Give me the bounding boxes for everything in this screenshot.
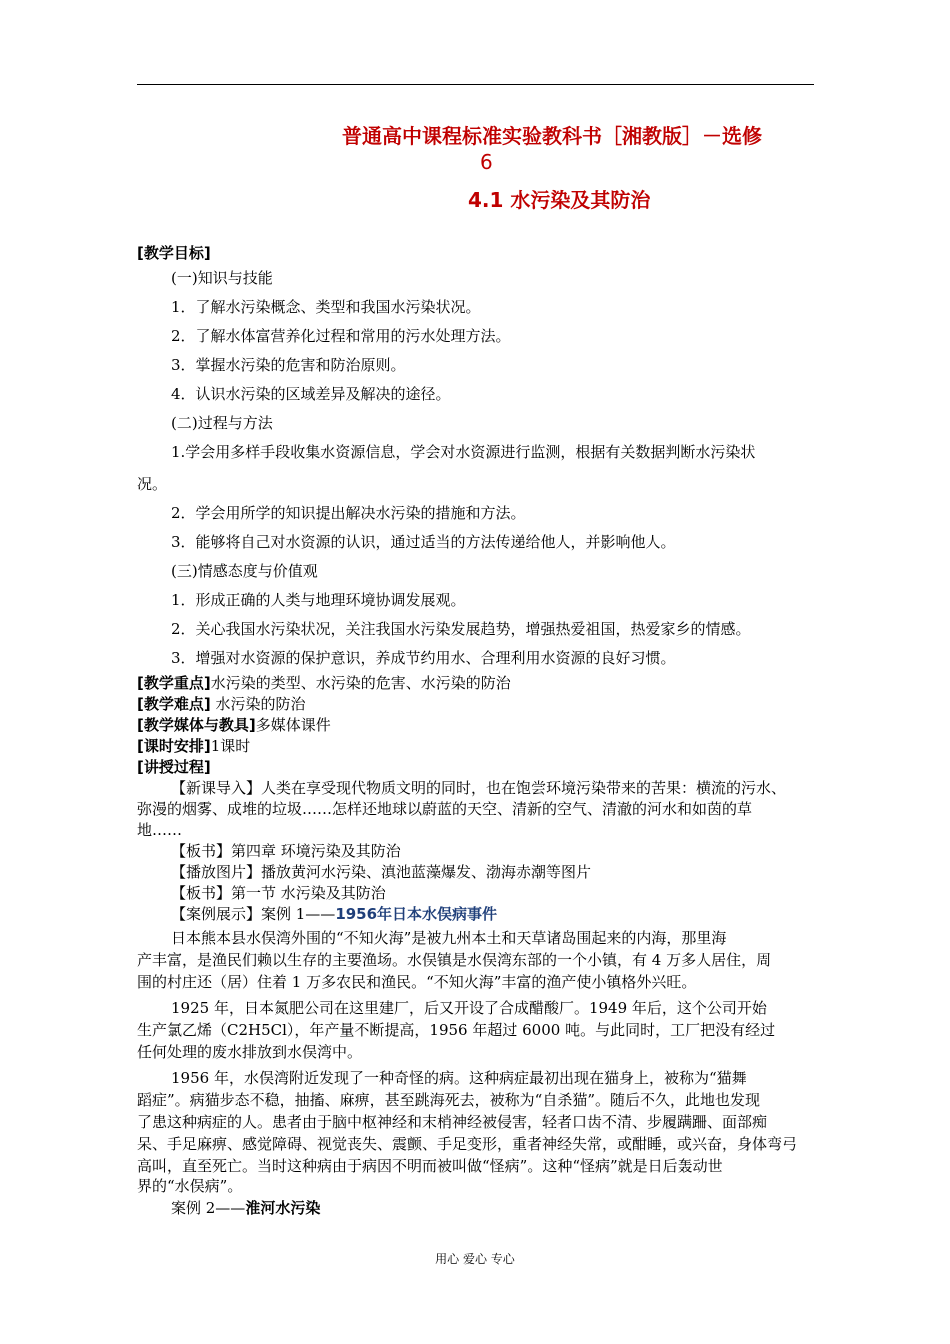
difficult-points-label: [教学难点]: [137, 695, 211, 713]
objective-item: 2．了解水体富营养化过程和常用的污水处理方法。: [171, 327, 511, 345]
intro-line: 弥漫的烟雾、成堆的垃圾……怎样还地球以蔚蓝的天空、清新的空气、清澈的河水和如茵的草: [137, 800, 753, 818]
teaching-media-label: [教学媒体与教具]: [137, 716, 256, 734]
objectives-heading: [教学目标]: [137, 244, 211, 262]
teaching-media: [137, 715, 331, 735]
case-1-title: 1956年日本水俣病事件: [335, 905, 498, 923]
key-points-label: [教学重点]: [137, 674, 211, 692]
case-1-paragraph: 界的“水俣病”。: [137, 1177, 243, 1195]
teaching-media-text: 多媒体课件: [255, 716, 331, 734]
case-2-prefix: 案例 2——: [171, 1199, 246, 1217]
case-1-paragraph: 蹈症”。病猫步态不稳，抽搐、麻痹，甚至跳海死去，被称为“自杀猫”。随后不久，此地也发现: [137, 1091, 761, 1109]
case-1-paragraph: 任何处理的废水排放到水俣湾中。: [137, 1043, 363, 1061]
intro-line: 【新课导入】人类在享受现代物质文明的同时，也在饱尝环境污染带来的苦果：横流的污水、: [171, 779, 787, 797]
objective-item: 2．关心我国水污染状况，关注我国水污染发展趋势，增强热爱祖国，热爱家乡的情感。: [171, 620, 751, 638]
case-1-paragraph: 1925 年，日本氮肥公司在这里建厂，后又开设了合成醋酸厂。1949 年后，这个公司开始: [171, 999, 767, 1017]
case-1-paragraph: 高叫，直至死亡。当时这种病由于病因不明而被叫做“怪病”。这种“怪病”就是日后轰动世: [137, 1157, 723, 1175]
case-1-paragraph: 了患这种病症的人。患者由于脑中枢神经和末梢神经被侵害，轻者口齿不清、步履蹒跚、面部痴: [137, 1113, 768, 1131]
key-points-text: 水污染的类型、水污染的危害、水污染的防治: [210, 674, 511, 692]
difficult-points: [137, 694, 306, 714]
key-points: [137, 673, 511, 693]
page-footer: 用心 爱心 专心: [435, 1252, 515, 1266]
objectives-section-2: (二)过程与方法: [171, 414, 273, 432]
case-1-prefix: 【案例展示】案例 1——: [171, 905, 336, 923]
objective-item: 3．掌握水污染的危害和防治原则。: [171, 356, 406, 374]
case-1-paragraph: 产丰富，是渔民们赖以生存的主要渔场。水俣镇是水俣湾东部的一个小镇，有 4 万多人居住，周: [137, 951, 772, 969]
objective-item: 2．学会用所学的知识提出解决水污染的措施和方法。: [171, 504, 526, 522]
objectives-section-1: (一)知识与技能: [171, 269, 273, 287]
objective-item: 1.学会用多样手段收集水资源信息，学会对水资源进行监测，根据有关数据判断水污染状: [171, 443, 756, 461]
objective-item-continued: 况。: [137, 475, 168, 493]
play-images-note: 【播放图片】播放黄河水污染、滇池蓝藻爆发、渤海赤潮等图片: [171, 863, 592, 881]
objective-item: 4．认识水污染的区域差异及解决的途径。: [171, 385, 451, 403]
objective-item: 3．能够将自己对水资源的认识，通过适当的方法传递给他人，并影响他人。: [171, 533, 676, 551]
objective-item: 1．了解水污染概念、类型和我国水污染状况。: [171, 298, 481, 316]
intro-line: 地……: [137, 821, 183, 839]
board-note-section: 【板书】第一节 水污染及其防治: [171, 884, 386, 902]
case-1-paragraph: 日本熊本县水俣湾外围的“不知火海”是被九州本土和天草诸岛围起来的内海，那里海: [171, 929, 727, 947]
case-2-title: 淮河水污染: [245, 1199, 321, 1217]
lesson-title: 4.1 水污染及其防治: [468, 188, 651, 212]
title-line-1: 普通高中课程标准实验教科书［湘教版］－选修: [342, 124, 762, 148]
case-2-heading: [171, 1198, 320, 1218]
class-hours: [137, 736, 250, 756]
case-1-paragraph: 生产氯乙烯（C2H5Cl），年产量不断提高，1956 年超过 6000 吨。与此同时，工厂把没有经过: [137, 1021, 776, 1039]
title-line-2: 6: [480, 150, 493, 174]
class-hours-label: [课时安排]: [137, 737, 211, 755]
case-1-paragraph: 呆、手足麻痹、感觉障碍、视觉丧失、震颤、手足变形，重者神经失常，或酣睡，或兴奋，身体弯弓: [137, 1135, 798, 1153]
header-rule: [137, 84, 814, 85]
case-1-paragraph: 1956 年，水俣湾附近发现了一种奇怪的病。这种病症最初出现在猫身上，被称为“猫舞: [171, 1069, 747, 1087]
case-1-heading: [171, 904, 497, 924]
class-hours-text: 1课时: [210, 737, 251, 755]
board-note-chapter: 【板书】第四章 环境污染及其防治: [171, 842, 401, 860]
objective-item: 3．增强对水资源的保护意识，养成节约用水、合理利用水资源的良好习惯。: [171, 649, 676, 667]
process-heading: [讲授过程]: [137, 758, 211, 776]
case-1-paragraph: 围的村庄还（居）住着 1 万多农民和渔民。“不知火海”丰富的渔产使小镇格外兴旺。: [137, 973, 697, 991]
difficult-points-text: 水污染的防治: [210, 695, 306, 713]
objective-item: 1．形成正确的人类与地理环境协调发展观。: [171, 591, 466, 609]
objectives-section-3: (三)情感态度与价值观: [171, 562, 318, 580]
